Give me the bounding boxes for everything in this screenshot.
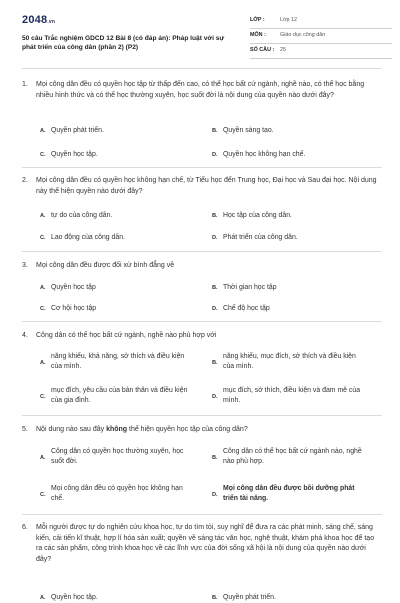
option-text: Quyền phát triển.	[223, 594, 276, 601]
option-text: Phát triển của công dân.	[223, 234, 298, 241]
option-letter: A.	[40, 213, 46, 219]
option-letter: B.	[212, 455, 218, 461]
worksheet-header	[22, 14, 382, 60]
option-letter: C.	[40, 235, 46, 241]
site-logo[interactable]	[22, 14, 55, 26]
question-text-part: Nội dung nào sau đây	[36, 426, 107, 433]
meta-row-count	[250, 44, 392, 59]
option-text: Mọi công dân đều có quyền học không hạn chế.	[51, 485, 183, 502]
meta-value: Giáo dục công dân	[280, 32, 326, 38]
option-letter: B.	[212, 128, 218, 134]
option-letter: D.	[212, 152, 218, 158]
divider	[22, 514, 382, 515]
option-text: Quyền sáng tạo.	[223, 127, 274, 134]
worksheet-title: 50 câu Trắc nghiệm GDCD 12 Bài 8 (có đáp án): Pháp luật với sự phát triển của công dân (phần 2) (P2)	[22, 35, 225, 51]
option-text: Mọi công dân đều được bồi dưỡng phát triển tài năng.	[223, 485, 355, 502]
option-text: Công dân có quyền học thường xuyên, học suốt đời.	[51, 448, 184, 465]
option-text: Lao động của công dân.	[51, 234, 125, 241]
option-text: Quyền học tập.	[51, 151, 98, 158]
worksheet-meta	[250, 14, 392, 59]
option-text: mục đích, yêu cầu của bản thân và điều kiện của gia đình.	[51, 387, 188, 404]
divider	[22, 251, 382, 252]
option-letter: B.	[212, 595, 218, 601]
option-letter: D.	[212, 394, 218, 400]
question-text: Mỗi người được tự do nghiên cứu khoa học, tự do tìm tòi, suy nghĩ để đưa ra các phát minh, sáng chế, sáng kiến, cải tiến kĩ thuật, hợp lí hóa sản xuất; quyền về sáng tác văn học, nghệ thuật, khám phá khoa học để tạo ra các sản phẩm, công trình khoa học về các lĩnh vực của đời sống xã hội là nội dung của quyền nào dưới đây?	[36, 524, 375, 563]
option-letter: C.	[40, 492, 46, 498]
option-letter: B.	[212, 285, 218, 291]
option-text: mục đích, sở thích, điều kiện và đam mê của mình.	[223, 387, 361, 404]
logo-main: 2048	[22, 14, 48, 26]
question-number: 1.	[22, 81, 28, 88]
option-letter: D.	[212, 306, 218, 312]
option-text: Quyền học tập.	[51, 594, 98, 601]
question-text-part: thể hiện quyền học tập của công dân?	[127, 426, 248, 433]
question-number: 5.	[22, 426, 28, 433]
question-text: Mọi công dân đều có quyền học không hạn chế, từ Tiểu học đến Trung học, Đại học và Sau đại học. Nội dung này thể hiện quyền nào dưới đây?	[36, 177, 377, 195]
option-text: Thời gian học tập	[223, 284, 277, 291]
meta-label: MÔN :	[250, 32, 266, 38]
option-letter: D.	[212, 492, 218, 498]
option-letter: C.	[40, 394, 46, 400]
option-text: Cơ hội học tập	[51, 305, 97, 312]
option-letter: A.	[40, 360, 46, 366]
logo-suffix: .vn	[47, 19, 56, 25]
question-number: 4.	[22, 332, 28, 339]
option-text: Học tập của công dân.	[223, 212, 292, 219]
question-text: Mọi công dân đều có quyền học tập từ thấp đến cao, có thể học bất cứ ngành, nghề nào, có thể học bằng nhiều hình thức và có thể học thường xuyên, học suốt đời là nội dung của quyền nào dưới đây?	[36, 81, 365, 99]
option-text: Công dân có thể học bất cứ ngành nào, nghề nào phù hợp.	[223, 448, 362, 465]
option-letter: C.	[40, 306, 46, 312]
option-text: năng khiếu, mục đích, sở thích và điều kiện của mình.	[223, 353, 356, 370]
meta-row-subject	[250, 29, 392, 44]
divider	[22, 415, 382, 416]
question-text: Mọi công dân đều được đối xử bình đẳng về	[36, 262, 175, 269]
question-number: 3.	[22, 262, 28, 269]
question-text	[36, 425, 382, 436]
option-letter: B.	[212, 360, 218, 366]
option-letter: A.	[40, 285, 46, 291]
question-text: Công dân có thể học bất cứ ngành, nghề nào phù hợp với	[36, 332, 217, 339]
divider	[22, 321, 382, 322]
option-letter: D.	[212, 235, 218, 241]
meta-value: 25	[280, 47, 286, 53]
option-letter: A.	[40, 595, 46, 601]
option-text: Quyền học không hạn chế.	[223, 151, 306, 158]
option-letter: A.	[40, 128, 46, 134]
meta-value: Lớp 12	[280, 17, 298, 23]
option-text: Quyền học tập	[51, 284, 96, 291]
question-number: 2.	[22, 177, 28, 184]
divider	[22, 167, 382, 168]
meta-label: LỚP :	[250, 17, 265, 23]
option-text: Quyền phát triển.	[51, 127, 104, 134]
meta-label: SỐ CÂU :	[250, 47, 275, 53]
option-text: tự do của công dân.	[51, 212, 113, 219]
divider	[22, 68, 382, 69]
meta-row-class	[250, 14, 392, 29]
option-letter: C.	[40, 152, 46, 158]
option-letter: A.	[40, 455, 46, 461]
option-text: năng khiếu, khả năng, sở thích và điều kiện của mình.	[51, 353, 185, 370]
question-number: 6.	[22, 524, 28, 531]
option-text: Chế độ học tập	[223, 305, 270, 312]
option-letter: B.	[212, 213, 218, 219]
question-text-emphasis: không	[106, 426, 128, 433]
